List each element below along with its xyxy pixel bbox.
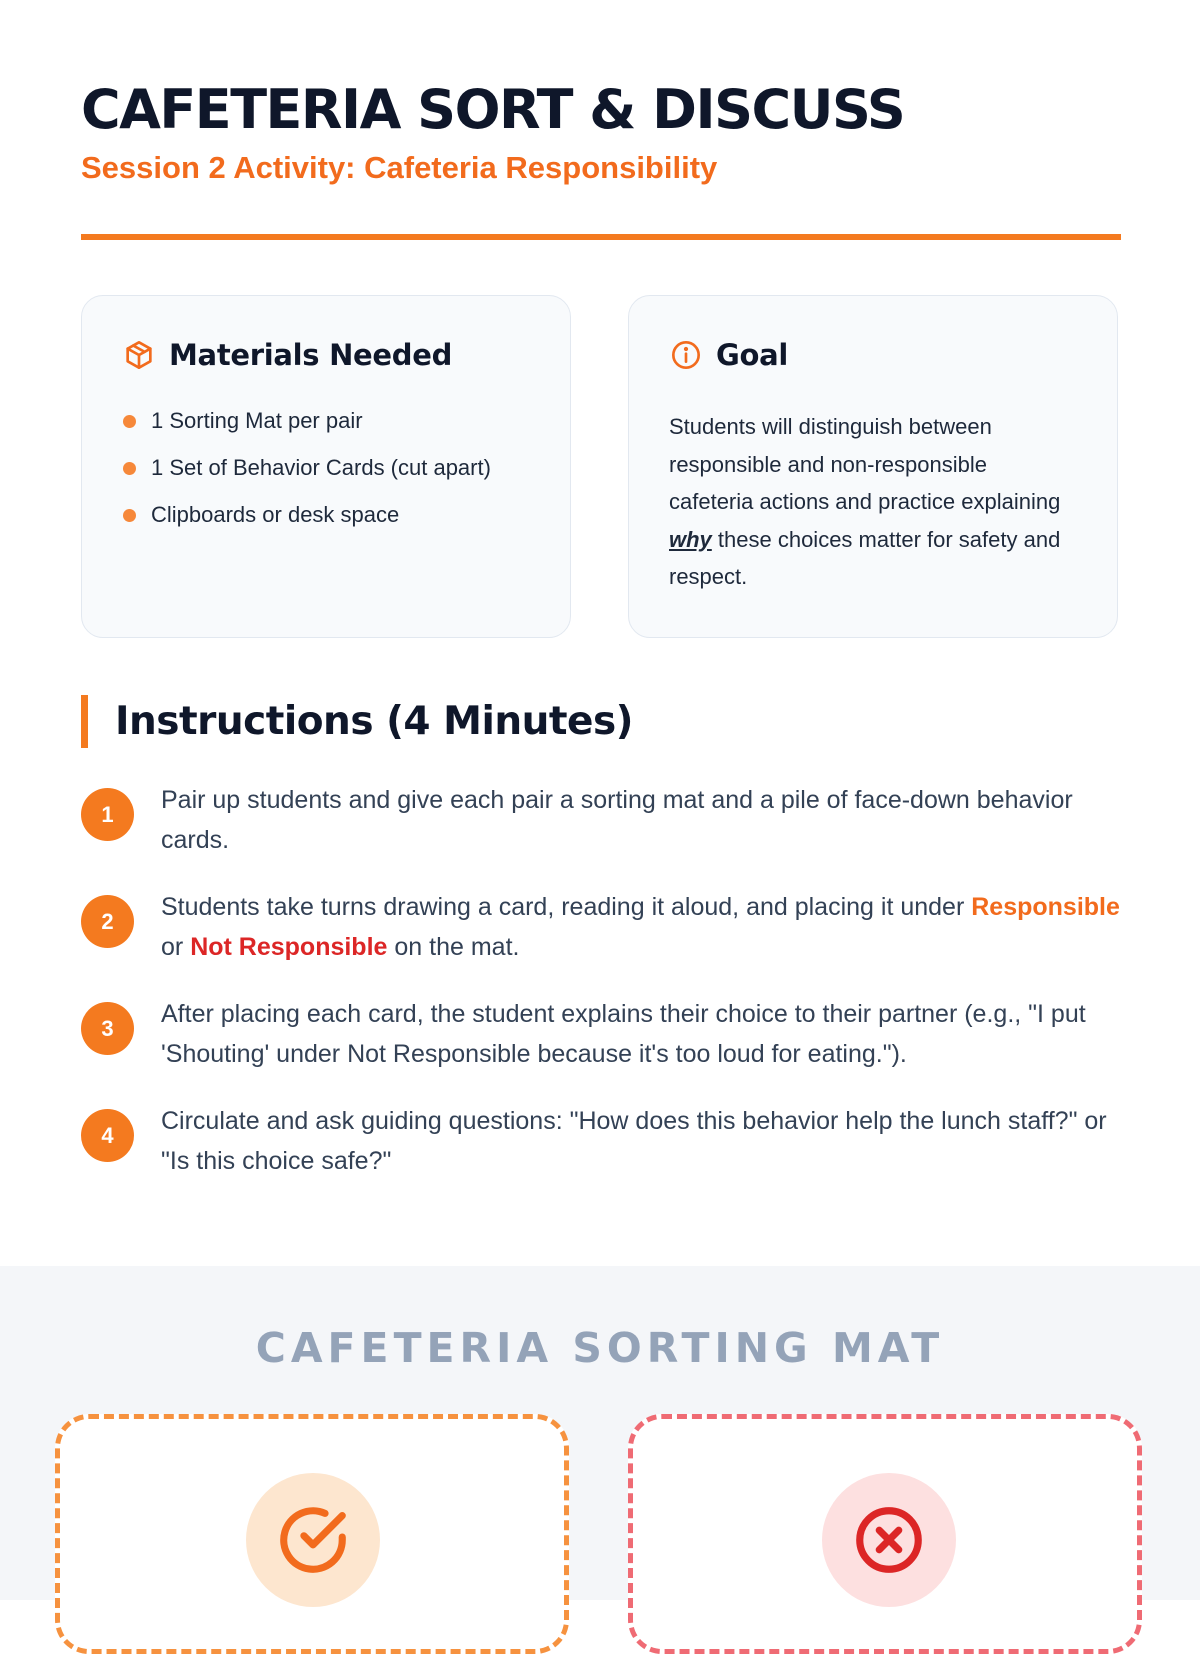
list-item: Clipboards or desk space [122, 502, 491, 549]
bullet-icon [123, 509, 136, 522]
step-number-badge: 3 [81, 1002, 134, 1055]
check-circle-badge [246, 1473, 380, 1607]
page-title: CAFETERIA SORT & DISCUSS [81, 78, 905, 141]
info-icon [670, 339, 702, 371]
responsible-label: Responsible [971, 893, 1120, 921]
bullet-icon [123, 415, 136, 428]
bullet-icon [123, 462, 136, 475]
materials-heading: Materials Needed [169, 338, 453, 372]
x-circle-icon [850, 1501, 928, 1579]
step-number-badge: 4 [81, 1109, 134, 1162]
sorting-mat-title: CAFETERIA SORTING MAT [255, 1324, 945, 1372]
instructions-heading: Instructions (4 Minutes) [115, 699, 633, 744]
step-text: After placing each card, the student explains their choice to their partner (e.g., "I put 'Shouting' under Not Responsible because it's too loud for eating."). [161, 1000, 1086, 1068]
responsible-zone [55, 1414, 569, 1654]
x-circle-badge [822, 1473, 956, 1607]
step-text: Pair up students and give each pair a sorting mat and a pile of face-down behavior cards. [161, 786, 1073, 854]
goal-card [628, 295, 1118, 638]
materials-list [122, 408, 491, 549]
step-number-badge: 1 [81, 788, 134, 841]
goal-heading: Goal [716, 338, 789, 372]
goal-text: Students will distinguish between responsible and non-responsible cafeteria actions and practice explaining why these choices matter for safety and respect. [669, 414, 1061, 589]
goal-emphasis: why [669, 526, 712, 552]
step-number-badge: 2 [81, 895, 134, 948]
check-circle-icon [274, 1501, 352, 1579]
materials-card [81, 295, 571, 638]
header-divider [81, 234, 1121, 240]
box-icon [123, 339, 155, 371]
instructions-header [81, 695, 633, 748]
page-subtitle: Session 2 Activity: Cafeteria Responsibility [81, 150, 718, 185]
materials-header [123, 338, 452, 372]
list-item: 1 Set of Behavior Cards (cut apart) [122, 455, 491, 502]
not-responsible-label: Not Responsible [190, 933, 388, 961]
list-item: 1 Sorting Mat per pair [122, 408, 491, 455]
goal-header [670, 338, 788, 372]
step-text: Students take turns drawing a card, reading it aloud, and placing it under Responsible or Not Responsible on the mat. [161, 893, 1120, 961]
step-text: Circulate and ask guiding questions: "How does this behavior help the lunch staff?" or "Is this choice safe?" [161, 1107, 1107, 1175]
not-responsible-zone [628, 1414, 1142, 1654]
sorting-mat-section [0, 1266, 1200, 1600]
